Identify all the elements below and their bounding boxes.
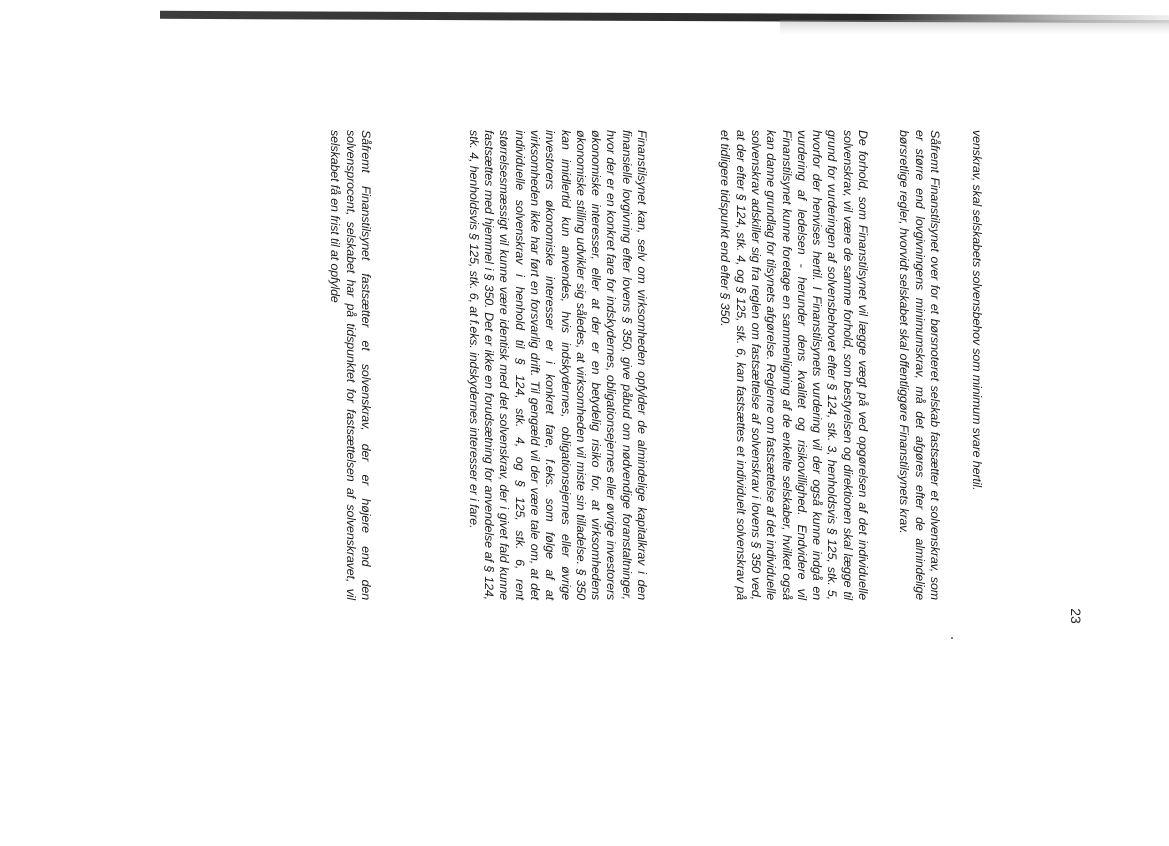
scan-speck: [951, 637, 953, 639]
paragraph-3: De forhold, som Finanstilsynet vil lægge vægt på ved opgørelsen af det individuelle solvenskrav, vil være de samme forhold, som bestyrelsen og direktionen skal lægge til grund for vurderingen af solvensbehovet efter § 124, stk. 3, henholdsvis § 125, stk. 5, hvorfor der henvises hertil. I Finanstilsynets vurdering vil der også kunne indgå en vurdering af ledelsen - herunder dens kvalitet og risikovillighed. Endvidere vil Finanstilsynet kunne foretage en sammenligning af de enkelte selskaber, hvilket også kan danne grundlag for tilsynets afgørelse. Reglerne om fastsættelse af det individuelle solvenskrav adskiller sig fra reglen om fastsættelse af solvenskrav i lovens § 350 ved, at der efter § 124, stk. 4, og § 125, stk. 6, kan fastsættes et individuelt solvenskrav på et tidligere tidspunkt end efter § 350.: [718, 130, 870, 600]
paragraph-2: Såfremt Finanstilsynet over for et børsnoteret selskab fastsætter et solvenskrav, som er større end lovgivningens minimumskrav, må det afgøres efter de almindelige børsretlige regler, hvorvidt selskabet skal offentliggøre Finanstilsynets krav.: [897, 130, 942, 600]
paragraph-4: Finanstilsynet kan, selv om virksomheden opfylder de almindelige kapitalkrav i den finansielle lovgivning efter lovens § 350, give påbud om nødvendige foranstaltninger, hvor der er en konkret fare for indskydernes, obligationsejernes eller øvrige investorers økonomiske interesser, eller at der er en betydelig risiko for, at virksomhedens økonomiske stilling udvikler sig således, at virksomheden vil miste sin tilladelse. § 350 kan imidlertid kun anvendes, hvis indskydernes, obligationsejernes eller øvrige investorers økonomiske interesser er i konkret fare, f.eks. som følge af at virksomheden ikke har ført en forsvarlig drift. Til gengæld vil der være tale om, at det individuelle solvenskrav i henhold til § 124, stk. 4, og § 125, stk. 6, rent størrelsesmæssigt vil kunne være identisk med det solvenskrav, der i givet fald kunne fastsættes med hjemmel i § 350. Det er ikke en forudsætning for anvendelse af § 124, stk. 4, henholdsvis § 125, stk. 6, at f.eks. indskydernes interesser er i fare.: [466, 130, 649, 600]
paragraph-5: Såfremt Finanstilsynet fastsætter et solvenskrav, der er højere end den solvensprocent, selskabet har på tidspunktet for fastsættelsen af solvenskravet, vil selskabet få en frist til at opfylde: [328, 130, 373, 600]
document-body: [164, 20, 984, 846]
paragraph-1: venskrav, skal selskabets solvensbehov som minimum svare hertil.: [970, 130, 984, 491]
page-number: 23: [1068, 608, 1084, 624]
